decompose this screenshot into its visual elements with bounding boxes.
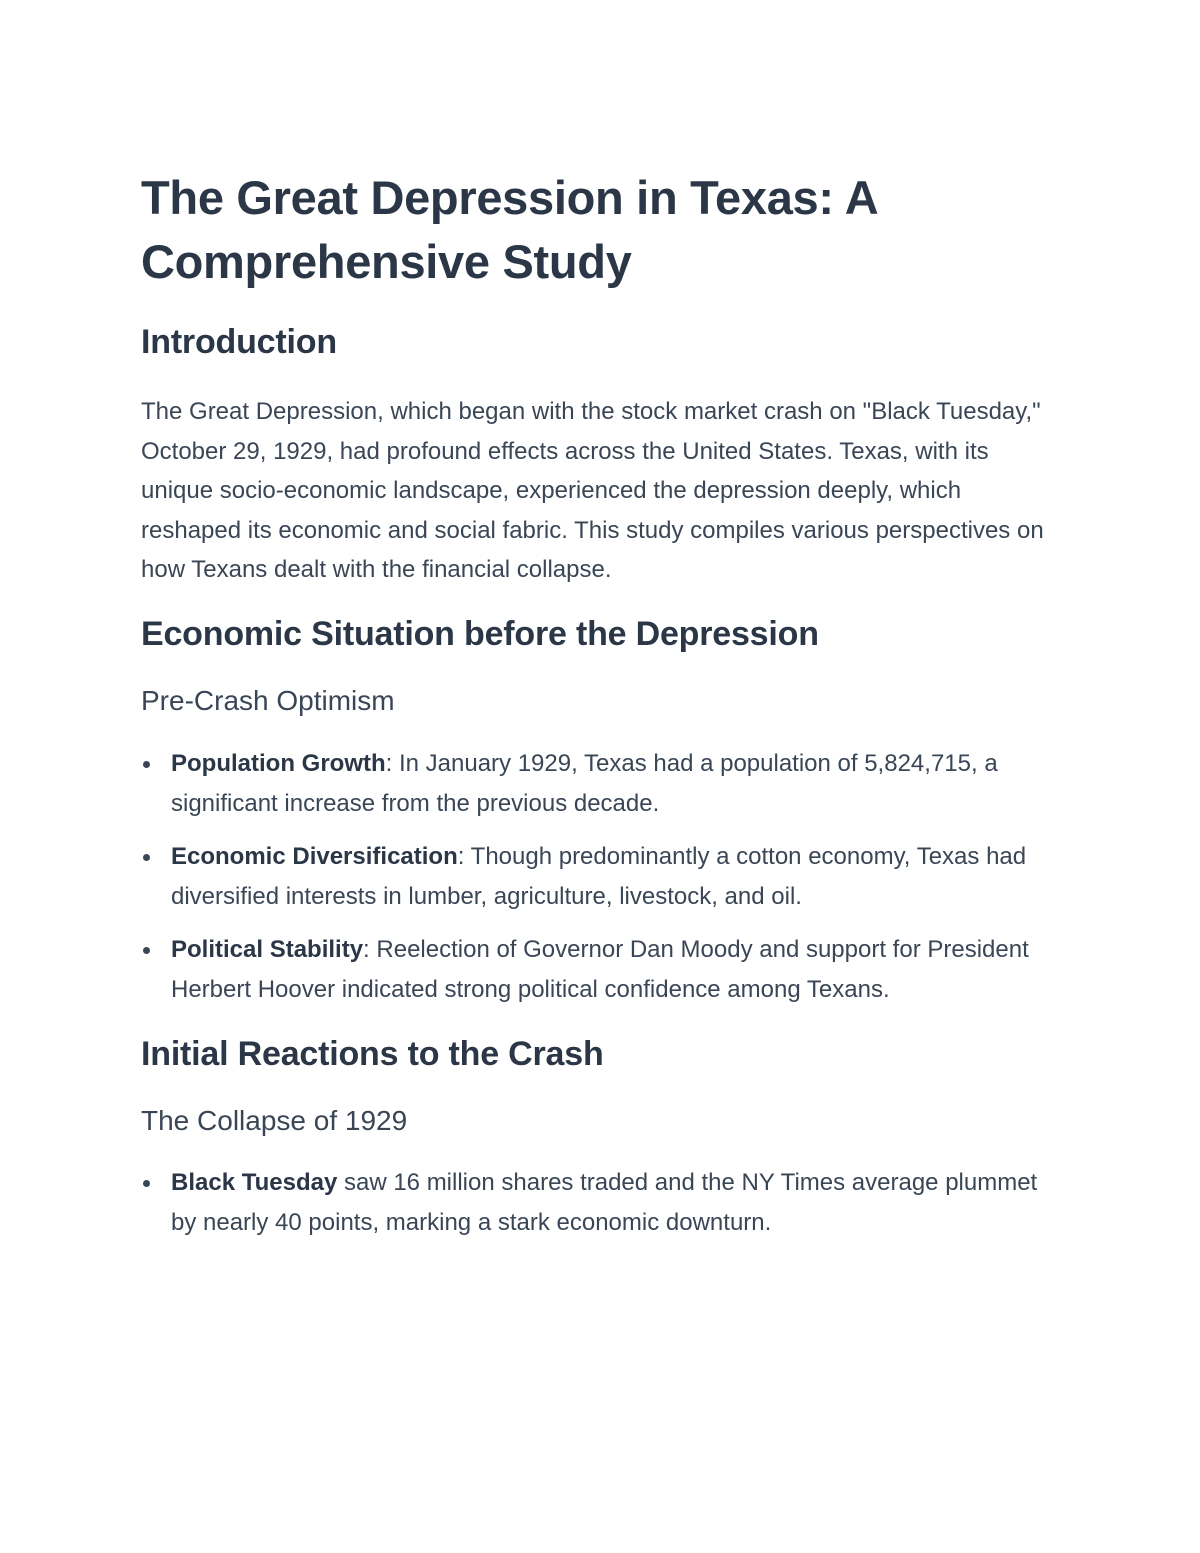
- introduction-paragraph: The Great Depression, which began with the stock market crash on "Black Tuesday," October 29, 1929, had profound effects across the United States. Texas, with its unique socio-economic landscape, experienced the depression deeply, which reshaped its economic and social fabric. This study compiles various perspectives on how Texans dealt with the financial collapse.: [141, 398, 1044, 584]
- subheading-collapse-of-1929: The Collapse of 1929: [141, 1104, 408, 1136]
- list-item-term: Political Stability: [171, 935, 364, 963]
- list-item-text: : Reelection of Governor Dan Moody and support for President Herbert Hoover indicated strong political confidence among Texans.: [171, 935, 1029, 1003]
- list-item: [141, 744, 1060, 824]
- list-item: [141, 930, 1060, 1010]
- bullet-icon: [143, 761, 150, 768]
- pre-crash-list: [141, 744, 1060, 1010]
- list-item-term: Black Tuesday: [171, 1168, 338, 1196]
- list-item-term: Economic Diversification: [171, 842, 458, 870]
- list-item-text: : Though predominantly a cotton economy, Texas had diversified interests in lumber, agriculture, livestock, and oil.: [171, 842, 1027, 910]
- section-heading-initial-reactions: Initial Reactions to the Crash: [141, 1034, 604, 1073]
- list-item-text: : In January 1929, Texas had a population of 5,824,715, a significant increase from the previous decade.: [171, 749, 998, 817]
- list-item-text: saw 16 million shares traded and the NY Times average plummet by nearly 40 points, marking a stark economic downturn.: [171, 1168, 1038, 1236]
- list-item-term: Population Growth: [171, 749, 386, 777]
- collapse-list: [141, 1163, 1060, 1243]
- section-heading-introduction: Introduction: [141, 323, 337, 361]
- bullet-icon: [143, 854, 150, 861]
- document-title: The Great Depression in Texas: A Comprehensive Study: [141, 171, 877, 288]
- subheading-pre-crash-optimism: Pre-Crash Optimism: [141, 684, 395, 716]
- bullet-icon: [143, 1180, 150, 1187]
- bullet-icon: [143, 947, 150, 954]
- list-item: [141, 837, 1060, 917]
- section-heading-economic-situation: Economic Situation before the Depression: [141, 614, 819, 653]
- list-item: [141, 1163, 1060, 1243]
